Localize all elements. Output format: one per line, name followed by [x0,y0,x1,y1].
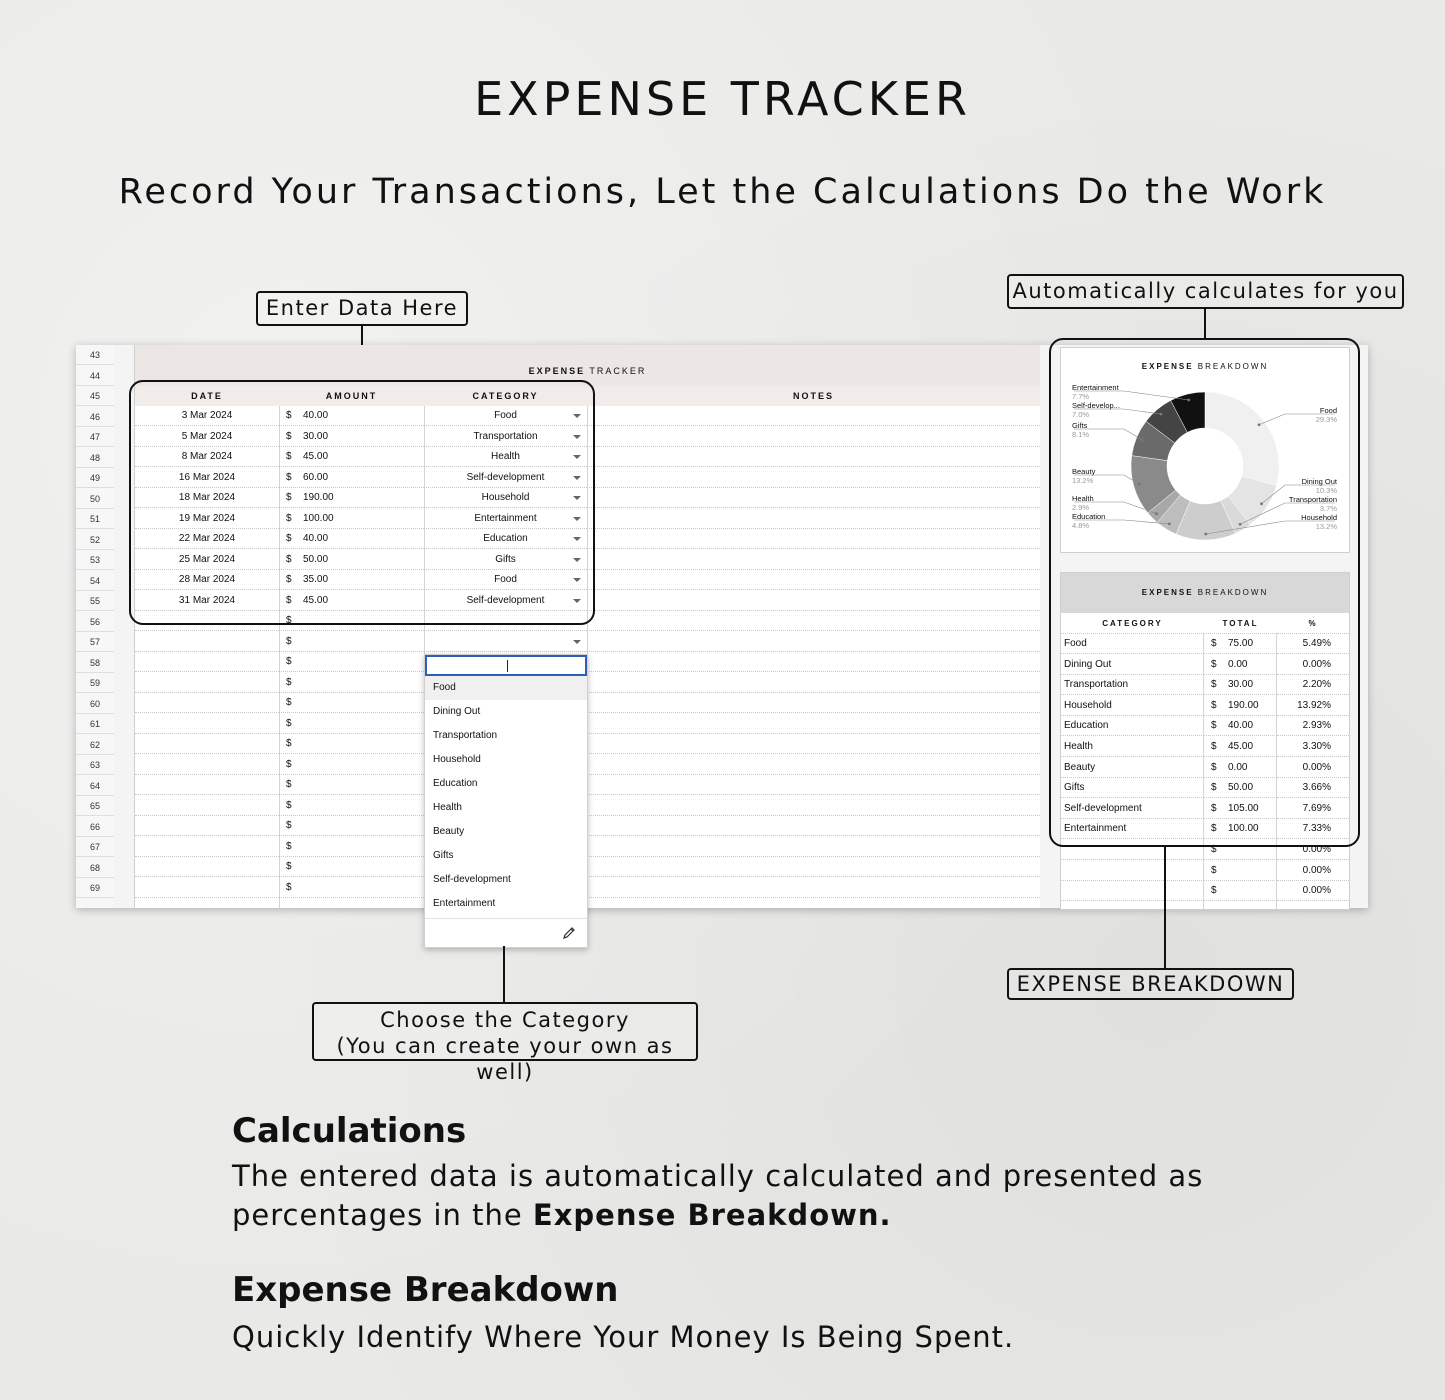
currency-symbol: $ [1211,658,1217,670]
category-value: Entertainment [474,512,537,524]
dropdown-option[interactable]: Transportation [433,730,498,741]
date-cell[interactable]: 31 Mar 2024 [135,591,279,611]
notes-cell[interactable] [587,488,1040,508]
date-cell[interactable] [135,796,279,816]
breakdown-pct: 7.33% [1277,819,1349,839]
currency-symbol: $ [286,471,292,483]
row-number[interactable]: 53 [76,550,114,570]
notes-cell[interactable] [587,714,1040,734]
donut-label: Health [1072,494,1094,503]
data-entry-highlight [129,380,595,625]
notes-cell[interactable] [587,734,1040,754]
breakdown-total-value: 0.00 [1228,761,1248,773]
row-number[interactable]: 61 [76,714,114,734]
donut-label: Self-develop... [1072,401,1120,410]
chevron-down-icon[interactable] [573,640,581,644]
amount-cell[interactable] [279,673,424,693]
breakdown-category: Health [1061,737,1204,757]
date-cell[interactable] [135,714,279,734]
calculations-text-line2: percentages in the [232,1198,533,1232]
notes-cell[interactable] [587,468,1040,488]
currency-symbol: $ [286,512,292,524]
breakdown-category: Beauty [1061,758,1204,778]
row-number[interactable]: 65 [76,796,114,816]
currency-symbol: $ [286,881,292,893]
amount-cell[interactable] [279,632,424,652]
currency-symbol: $ [1211,638,1217,649]
date-cell[interactable]: 28 Mar 2024 [135,570,279,590]
row-number[interactable]: 49 [76,468,114,488]
currency-symbol: $ [1211,720,1217,732]
currency-symbol: $ [286,553,292,565]
category-dropdown-search[interactable] [425,655,587,676]
category-value: Food [494,410,517,421]
currency-symbol: $ [286,656,292,667]
row-number[interactable]: 56 [76,612,114,632]
tracker-title-bold: EXPENSE [528,366,586,376]
donut-label: Food [1319,406,1337,415]
breakdown-total-value: 190.00 [1228,699,1259,711]
breakdown-total-value: 45.00 [1228,741,1254,752]
row-number[interactable]: 62 [76,735,114,755]
pencil-icon[interactable] [562,926,576,940]
category-value: Education [483,533,528,544]
date-cell[interactable]: 16 Mar 2024 [135,468,279,488]
calculations-heading: Calculations [232,1111,467,1151]
category-value: Transportation [473,430,538,442]
breakdown-category: Household [1061,696,1204,716]
currency-symbol: $ [286,697,292,708]
dropdown-option[interactable]: Household [433,754,481,765]
breakdown-pct: 5.49% [1277,634,1349,654]
currency-symbol: $ [286,615,292,626]
callout-connector [503,946,505,1002]
row-number[interactable]: 63 [76,755,114,775]
currency-symbol: $ [286,410,292,421]
currency-symbol: $ [286,676,292,688]
currency-symbol: $ [1211,823,1217,835]
currency-symbol: $ [1211,864,1217,876]
date-cell[interactable] [135,775,279,795]
donut-pct-label: 3.7% [1319,504,1337,513]
breakdown-category: Self-development [1061,799,1204,819]
notes-cell[interactable] [587,529,1040,549]
breakdown-heading: Expense Breakdown [232,1270,619,1310]
notes-cell[interactable] [587,673,1040,693]
date-cell[interactable] [135,673,279,693]
category-value: Gifts [495,553,516,565]
amount-value: 50.00 [303,553,329,565]
date-cell[interactable]: 22 Mar 2024 [135,529,279,549]
breakdown-title-bold: EXPENSE [1141,588,1194,597]
breakdown-total-value: 105.00 [1228,802,1259,814]
currency-symbol: $ [286,533,292,544]
currency-symbol: $ [286,758,292,770]
amount-cell[interactable] [279,693,424,713]
amount-cell[interactable] [279,796,424,816]
notes-cell[interactable] [587,693,1040,713]
notes-cell[interactable] [587,509,1040,529]
currency-symbol: $ [286,840,292,852]
dropdown-option[interactable]: Gifts [433,850,454,861]
notes-cell[interactable] [587,447,1040,467]
breakdown-total-value: 0.00 [1228,658,1248,670]
column-header-notes: NOTES [587,386,1040,406]
amount-cell[interactable] [279,755,424,775]
chart-title-bold: EXPENSE [1141,362,1194,371]
breakdown-pct: 0.00% [1277,758,1349,778]
notes-cell[interactable] [587,427,1040,447]
donut-label: Beauty [1072,467,1096,476]
callout-choose-category-line2: (You can create your own as well) [336,1034,674,1084]
row-number[interactable]: 52 [76,530,114,550]
calculations-text-line1: The entered data is automatically calculated and presented as [232,1159,1204,1193]
currency-symbol: $ [286,861,292,872]
amount-value: 30.00 [303,430,329,442]
callout-choose-category-line1: Choose the Category [380,1008,630,1032]
row-number[interactable]: 67 [76,837,114,857]
breakdown-category [1061,881,1204,901]
notes-cell[interactable] [587,611,1040,631]
row-number[interactable]: 59 [76,673,114,693]
category-value: Self-development [466,471,545,483]
page-subtitle: Record Your Transactions, Let the Calculations Do the Work [118,172,1327,212]
category-value: Food [494,574,517,585]
amount-value: 190.00 [303,492,334,503]
breakdown-title-light: BREAKDOWN [1193,588,1269,597]
notes-cell[interactable] [587,550,1040,570]
breakdown-category: Transportation [1061,675,1204,695]
notes-cell[interactable] [587,796,1040,816]
breakdown-category: Entertainment [1061,819,1204,839]
column-header-amount: AMOUNT [279,386,424,406]
dropdown-option[interactable]: Self-development [433,874,511,885]
column-header-category: CATEGORY [424,386,587,406]
notes-cell[interactable] [587,632,1040,652]
amount-cell[interactable] [279,816,424,836]
amount-value: 40.00 [303,533,329,544]
amount-value: 35.00 [303,574,329,585]
date-cell[interactable]: 25 Mar 2024 [135,550,279,570]
breakdown-pct: 13.92% [1277,696,1349,716]
calculations-text [232,1157,1203,1235]
currency-symbol: $ [1211,885,1217,897]
date-cell[interactable]: 18 Mar 2024 [135,488,279,508]
text-cursor [507,660,508,672]
date-cell[interactable] [135,734,279,754]
column-header-date: DATE [135,386,279,406]
row-number[interactable]: 43 [76,345,114,365]
notes-cell[interactable] [587,878,1040,898]
row-number[interactable]: 58 [76,653,114,673]
notes-cell[interactable] [587,570,1040,590]
date-cell[interactable] [135,816,279,836]
currency-symbol: $ [1211,679,1217,691]
amount-cell[interactable] [279,775,424,795]
date-cell[interactable] [135,857,279,877]
callout-auto-calc: Automatically calculates for you [1007,274,1404,309]
notes-cell[interactable] [587,837,1040,857]
page-title: EXPENSE TRACKER [474,72,971,126]
date-cell[interactable] [135,878,279,898]
currency-symbol: $ [286,635,292,647]
currency-symbol: $ [286,820,292,831]
date-cell[interactable]: 5 Mar 2024 [135,427,279,447]
dropdown-option[interactable]: Health [433,802,462,813]
currency-symbol: $ [1211,782,1217,794]
dropdown-option[interactable]: Food [425,676,587,700]
breakdown-header-total: TOTAL [1204,614,1277,634]
dropdown-divider [425,918,587,919]
date-cell[interactable] [135,693,279,713]
notes-cell[interactable] [587,857,1040,877]
breakdown-pct: 0.00% [1277,881,1349,901]
currency-symbol: $ [1211,699,1217,711]
date-cell[interactable]: 8 Mar 2024 [135,447,279,467]
currency-symbol: $ [1211,844,1217,855]
breakdown-total-value: 100.00 [1228,823,1259,835]
breakdown-category: Dining Out [1061,655,1204,675]
amount-cell[interactable] [279,837,424,857]
donut-pct-label: 8.1% [1072,430,1090,439]
notes-cell[interactable] [587,652,1040,672]
breakdown-pct: 2.20% [1277,675,1349,695]
breakdown-category: Education [1061,716,1204,736]
donut-pct-label: 7.0% [1072,410,1090,419]
donut-pct-label: 13.2% [1072,476,1094,485]
breakdown-pct: 0.00% [1277,840,1349,860]
donut-pct-label: 2.9% [1072,503,1090,512]
category-value: Household [481,492,530,503]
breakdown-pct: 3.30% [1277,737,1349,757]
breakdown-total-value: 75.00 [1228,638,1254,649]
donut-label: Entertainment [1072,383,1119,392]
currency-symbol: $ [286,430,292,442]
amount-value: 45.00 [303,594,329,606]
callout-enter-data: Enter Data Here [256,291,468,326]
row-number[interactable]: 44 [76,366,114,386]
dropdown-option[interactable]: Dining Out [433,706,481,717]
breakdown-category: Food [1061,634,1204,654]
breakdown-pct: 3.66% [1277,778,1349,798]
breakdown-total [1204,861,1277,881]
callout-connector [1204,308,1206,339]
row-number[interactable]: 64 [76,776,114,796]
date-cell[interactable] [135,755,279,775]
breakdown-total-value: 30.00 [1228,679,1254,691]
category-cell[interactable] [424,632,587,652]
donut-label: Gifts [1072,421,1088,430]
date-cell[interactable] [135,837,279,857]
donut-pct-label: 7.7% [1072,392,1090,401]
row-number[interactable]: 68 [76,858,114,878]
notes-cell[interactable] [587,755,1040,775]
tracker-title-light: TRACKER [585,366,647,376]
row-number[interactable]: 55 [76,591,114,611]
callout-expense-breakdown: EXPENSE BREAKDOWN [1007,968,1294,1000]
currency-symbol: $ [286,738,292,749]
breakdown-pct: 0.00% [1277,861,1349,881]
row-number[interactable]: 46 [76,407,114,427]
notes-cell[interactable] [587,591,1040,611]
dropdown-option[interactable]: Beauty [433,826,465,837]
donut-label: Transportation [1288,495,1337,504]
donut-pct-label: 10.3% [1315,486,1337,495]
amount-cell[interactable] [279,714,424,734]
notes-cell[interactable] [587,775,1040,795]
row-number[interactable]: 69 [76,878,114,898]
breakdown-header-pct: % [1277,614,1349,634]
dropdown-option[interactable]: Education [433,778,478,789]
row-number-gutter [76,345,115,908]
date-cell[interactable] [135,652,279,672]
breakdown-pct: 2.93% [1277,716,1349,736]
date-cell[interactable]: 19 Mar 2024 [135,509,279,529]
row-number[interactable]: 60 [76,694,114,714]
donut-label: Education [1072,512,1106,521]
amount-cell[interactable] [279,652,424,672]
breakdown-category: Gifts [1061,778,1204,798]
breakdown-category [1061,861,1204,881]
amount-value: 45.00 [303,451,329,462]
currency-symbol: $ [1211,741,1217,752]
currency-symbol: $ [286,594,292,606]
breakdown-total-value: 50.00 [1228,782,1254,794]
calculations-text-emphasis: Expense Breakdown. [532,1198,892,1232]
amount-value: 60.00 [303,471,329,483]
donut-pct-label: 13.2% [1315,522,1337,531]
category-value: Self-development [466,594,545,606]
breakdown-total [1204,881,1277,901]
currency-symbol: $ [1211,761,1217,773]
currency-symbol: $ [286,492,292,503]
row-number[interactable]: 50 [76,489,114,509]
callout-connector [1164,847,1166,968]
notes-cell[interactable] [587,816,1040,836]
row-number[interactable]: 54 [76,571,114,591]
breakdown-text: Quickly Identify Where Your Money Is Being Spent. [232,1320,1015,1354]
date-cell[interactable] [135,632,279,652]
donut-pct-label: 4.8% [1072,521,1090,530]
category-dropdown[interactable] [424,654,588,948]
notes-cell[interactable] [587,406,1040,426]
category-value: Health [491,451,520,462]
currency-symbol: $ [286,717,292,729]
date-cell[interactable]: 3 Mar 2024 [135,406,279,426]
row-number[interactable]: 48 [76,448,114,468]
row-number[interactable]: 47 [76,427,114,447]
dropdown-option[interactable]: Entertainment [433,898,496,909]
amount-cell[interactable] [279,734,424,754]
currency-symbol: $ [286,574,292,585]
callout-choose-category [312,1002,698,1084]
amount-cell[interactable] [279,857,424,877]
donut-pct-label: 29.3% [1315,415,1337,424]
currency-symbol: $ [286,799,292,811]
row-number[interactable]: 45 [76,386,114,406]
amount-cell[interactable] [279,878,424,898]
breakdown-total-value: 40.00 [1228,720,1254,732]
donut-label: Household [1301,513,1337,522]
row-number[interactable]: 51 [76,509,114,529]
breakdown-header-category: CATEGORY [1061,614,1204,634]
chart-title-light: BREAKDOWN [1193,362,1269,371]
currency-symbol: $ [286,451,292,462]
breakdown-highlight [1049,338,1360,847]
currency-symbol: $ [286,779,292,790]
row-number[interactable]: 57 [76,632,114,652]
amount-value: 100.00 [303,512,334,524]
row-number[interactable]: 66 [76,817,114,837]
amount-value: 40.00 [303,410,329,421]
currency-symbol: $ [1211,802,1217,814]
breakdown-pct: 7.69% [1277,799,1349,819]
breakdown-pct: 0.00% [1277,655,1349,675]
donut-label: Dining Out [1301,477,1337,486]
